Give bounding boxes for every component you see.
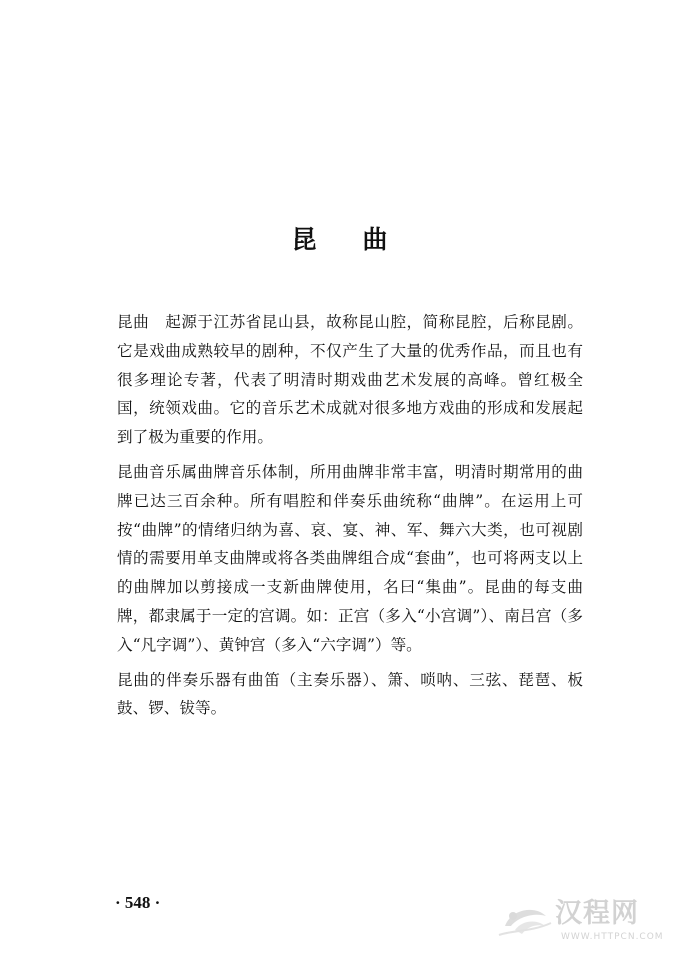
- paragraph-1: 昆曲 起源于江苏省昆山县，故称昆山腔，简称昆腔，后称昆剧。它是戏曲成熟较早的剧种，不仅产生了大量的优秀作品，而且也有很多理论专著，代表了明清时期戏曲艺术发展的高峰。曾红极全国，统领戏曲。它的音乐艺术成就对很多地方戏曲的形成和发展起到了极为重要的作用。: [117, 313, 583, 447]
- watermark-url: WWW.HTTPCN.COM: [561, 932, 664, 942]
- httpcn-logo-icon: [497, 899, 553, 941]
- article-body: [117, 308, 583, 723]
- site-watermark: [497, 897, 667, 952]
- paragraph-2: 昆曲音乐属曲牌音乐体制，所用曲牌非常丰富，明清时期常用的曲牌已达三百余种。所有唱腔和伴奏乐曲统称“曲牌”。在运用上可按“曲牌”的情绪归纳为喜、哀、宴、神、军、舞六大类，也可视剧情的需要用单支曲牌或将各类曲牌组合成“套曲”，也可将两支以上的曲牌加以剪接成一支新曲牌使用，名曰“集曲”。昆曲的每支曲牌，都隶属于一定的宫调。如：正宫（多入“小宫调”）、南吕宫（多入“凡字调”）、黄钟宫（多入“六字调”）等。: [117, 462, 583, 654]
- page-title: 昆曲: [291, 225, 434, 254]
- page-number: · 548 ·: [115, 893, 161, 912]
- paragraph-3: 昆曲的伴奏乐器有曲笛（主奏乐器）、箫、唢呐、三弦、琵琶、板鼓、锣、钹等。: [117, 670, 583, 718]
- watermark-brand-text: 汉程网: [555, 898, 639, 929]
